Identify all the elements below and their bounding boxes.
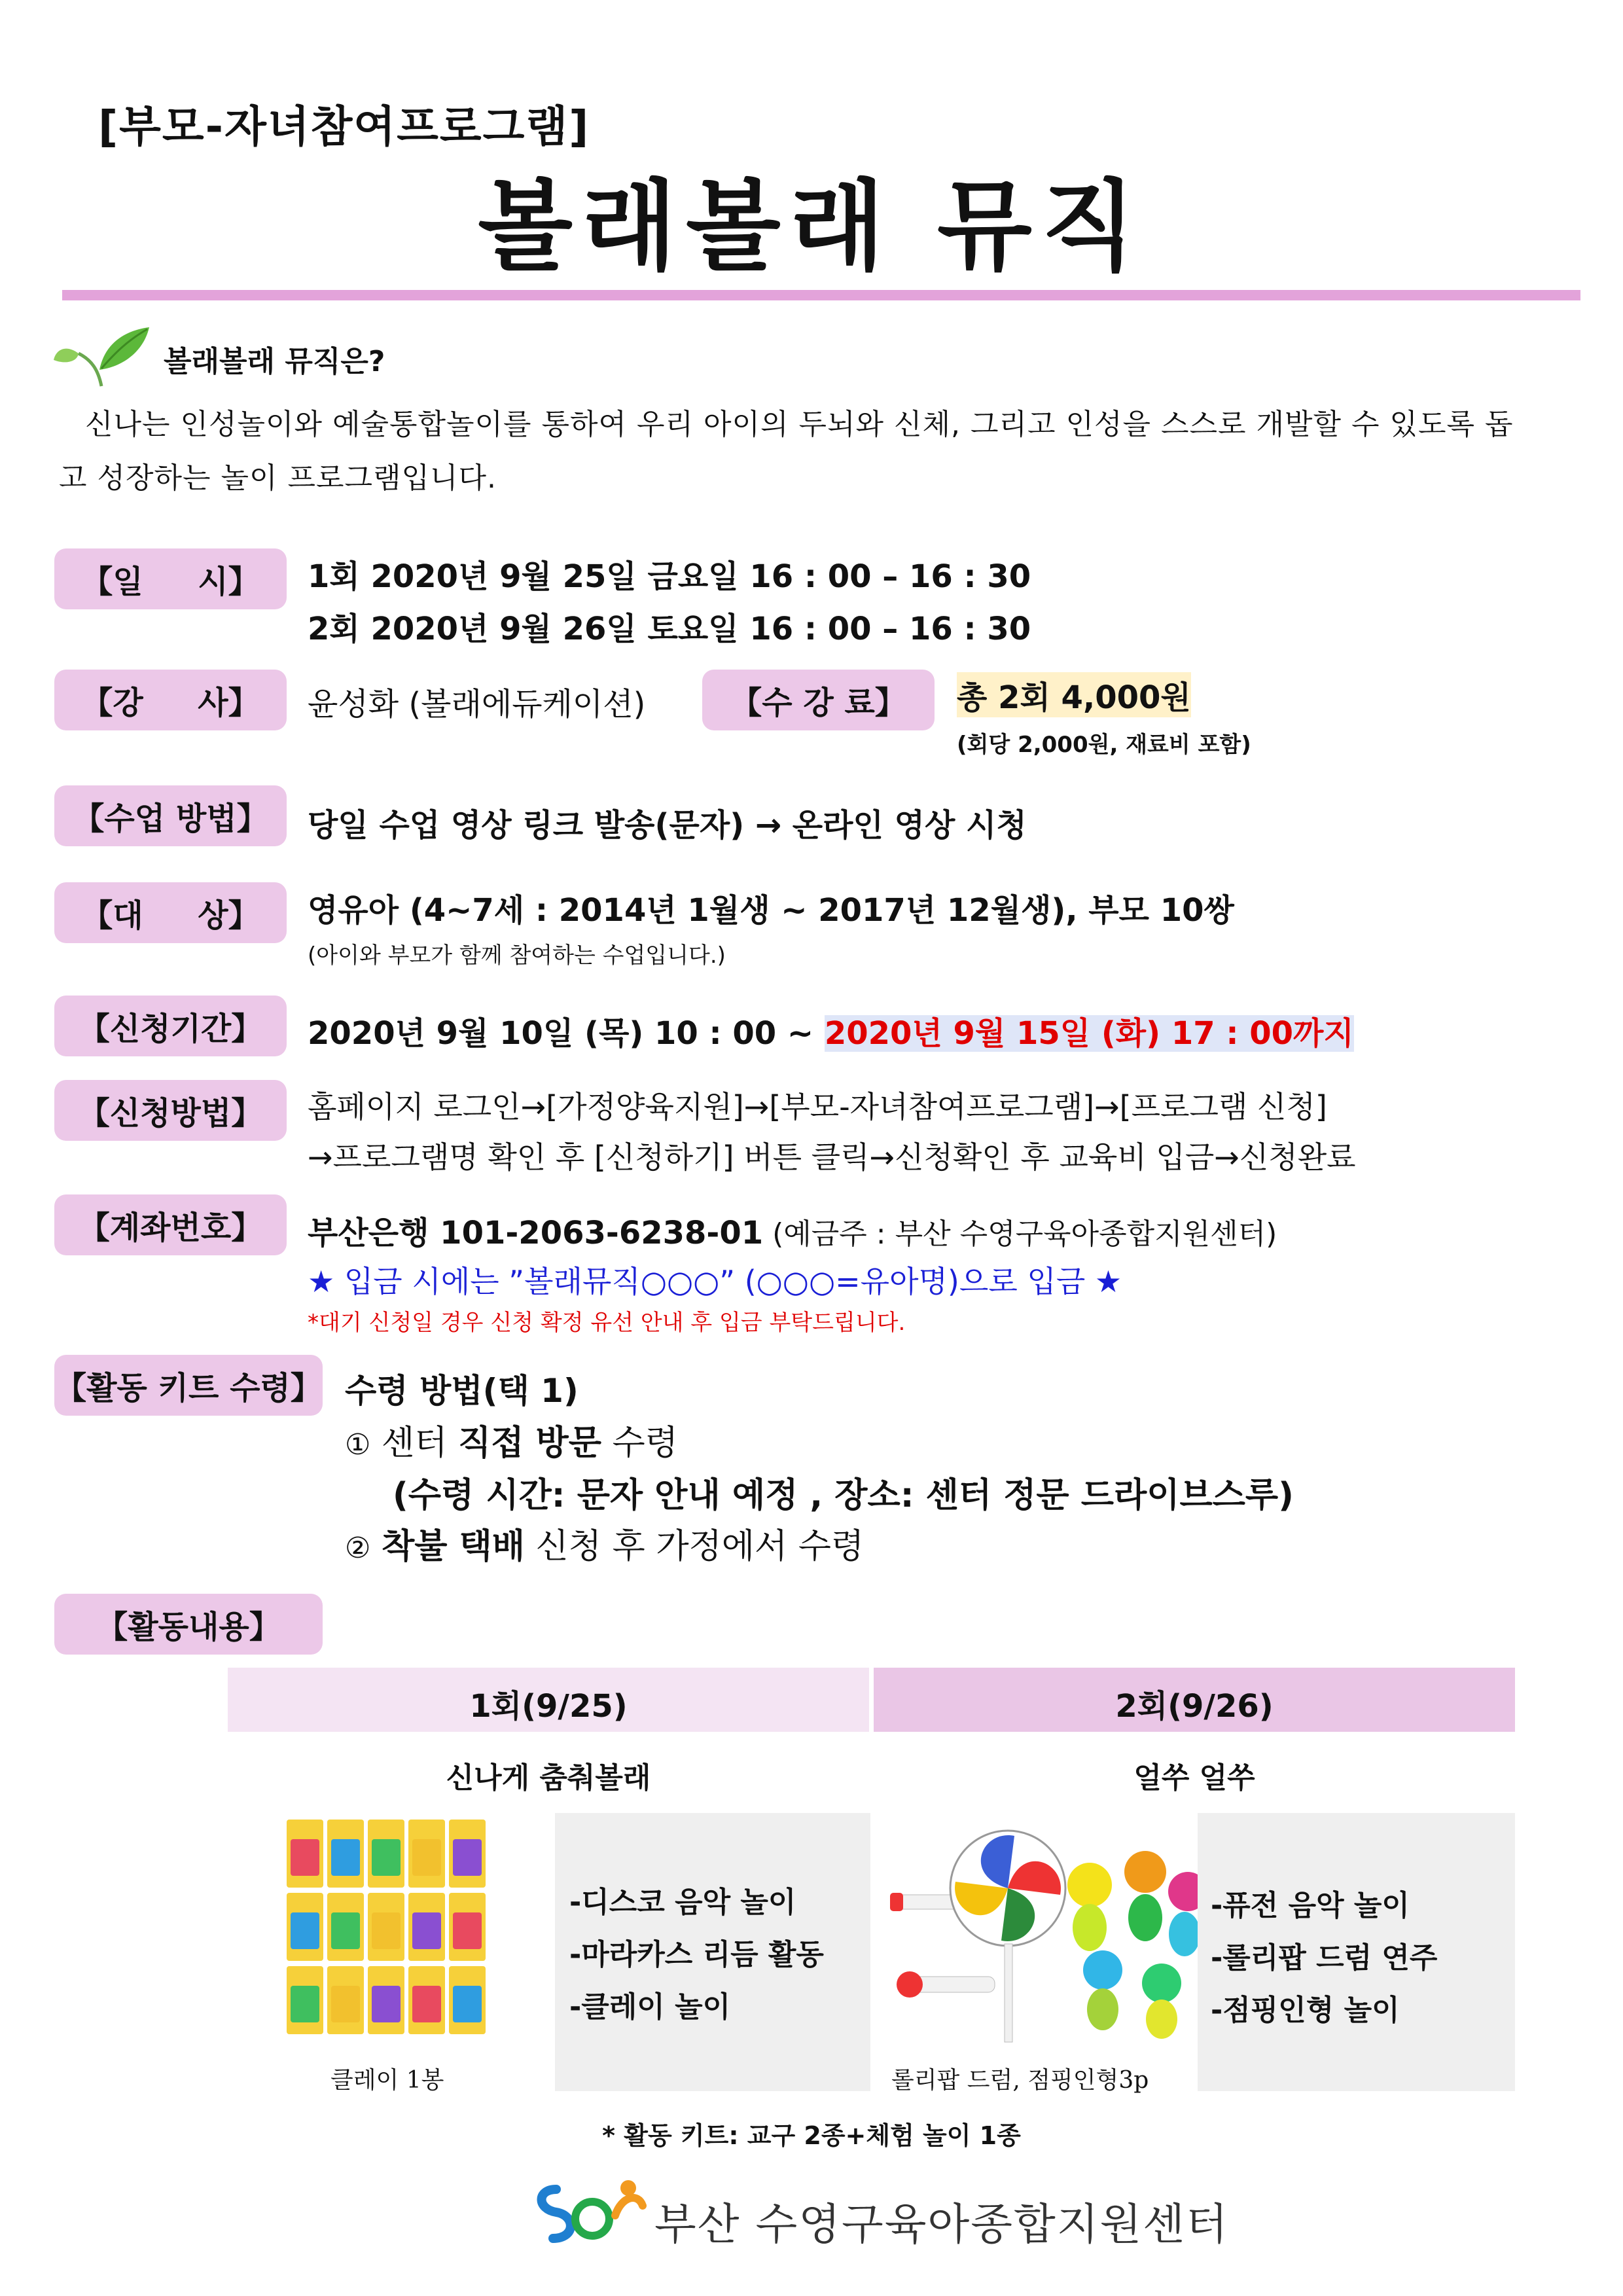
period-label: 【신청기간】 xyxy=(54,996,287,1056)
header-divider xyxy=(62,290,1580,300)
kit-label: 【활동 키트 수령】 xyxy=(54,1355,323,1416)
account-value xyxy=(308,1208,1277,1253)
leaf-icon xyxy=(52,324,151,389)
clay-pack-color xyxy=(453,1839,482,1876)
instructor-label: 【강 사】 xyxy=(54,670,287,730)
lollipop-drum-image xyxy=(887,1820,1207,2055)
kit-option-1-detail: (수령 시간: 문자 안내 예정 , 장소: 센터 정문 드라이브스루) xyxy=(393,1476,1294,1515)
session-1-item-3: -클레이 놀이 xyxy=(569,1990,731,2024)
period-deadline: 2020년 9월 15일 (화) 17 : 00까지 xyxy=(824,1015,1354,1052)
clay-pack-color xyxy=(291,1912,319,1949)
clay-packs-image xyxy=(281,1813,491,2042)
kit-option-1 xyxy=(345,1415,678,1464)
target-note: (아이와 부모가 함께 참여하는 수업입니다.) xyxy=(308,942,726,969)
session-1-item-2: -마라카스 리듬 활동 xyxy=(569,1938,824,1971)
waitlist-note: *대기 신청일 경우 신청 확정 유선 안내 후 입금 부탁드립니다. xyxy=(308,1310,906,1336)
apply-steps-1: 홈페이지 로그인→[가정양육지원]→[부모-자녀참여프로그램]→[프로그램 신청] xyxy=(308,1089,1327,1124)
option-2-text-a: 착불 택배 xyxy=(381,1527,526,1566)
apply-label: 【신청방법】 xyxy=(54,1080,287,1141)
clay-pack-color xyxy=(412,1912,441,1949)
center-name: 부산 수영구육아종합지원센터 xyxy=(654,2199,1229,2250)
account-label: 【계좌번호】 xyxy=(54,1194,287,1255)
session-1-item-1: -디스코 음악 놀이 xyxy=(569,1886,796,1919)
intro-heading: 볼래볼래 뮤직은? xyxy=(164,345,385,378)
session-2-item-2: -롤리팝 드럼 연주 xyxy=(1211,1941,1438,1975)
option-2-number: ② xyxy=(345,1532,371,1565)
account-holder: (예금주 : 부산 수영구육아종합지원센터) xyxy=(763,1217,1277,1251)
clay-pack-color xyxy=(331,1839,360,1876)
session-2-item-1: -퓨전 음악 놀이 xyxy=(1211,1889,1410,1922)
session-2-item-3: -점핑인형 놀이 xyxy=(1211,1994,1400,2027)
schedule-session-1: 1회 2020년 9월 25일 금요일 16 : 00 – 16 : 30 xyxy=(308,558,1031,595)
schedule-session-2: 2회 2020년 9월 26일 토요일 16 : 00 – 16 : 30 xyxy=(308,611,1031,647)
session-2-header: 2회(9/26) xyxy=(1115,1688,1274,1725)
method-value: 당일 수업 영상 링크 발송(문자) → 온라인 영상 시청 xyxy=(308,807,1027,844)
method-label: 【수업 방법】 xyxy=(54,785,287,846)
period-value xyxy=(308,1008,1354,1053)
period-start: 2020년 9월 10일 (목) 10 : 00 ~ xyxy=(308,1015,825,1052)
option-1-text-a: 센터 xyxy=(381,1424,458,1463)
clay-pack-color xyxy=(453,1986,482,2022)
clay-pack-color xyxy=(372,1986,401,2022)
clay-pack-color xyxy=(453,1912,482,1949)
clay-pack-color xyxy=(412,1986,441,2022)
option-1-text-b: 직접 방문 xyxy=(457,1424,602,1463)
target-label: 【대 상】 xyxy=(54,882,287,943)
session-2-title: 얼쑤 얼쑤 xyxy=(1133,1761,1255,1795)
clay-pack-color xyxy=(331,1986,360,2022)
kit-option-2 xyxy=(345,1518,864,1568)
activities-label: 【활동내용】 xyxy=(54,1594,323,1655)
clay-pack-color xyxy=(372,1912,401,1949)
schedule-label: 【일 시】 xyxy=(54,548,287,609)
account-number: 부산은행 101-2063-6238-01 xyxy=(308,1215,764,1251)
instructor-value: 윤성화 (볼래에듀케이션) xyxy=(308,686,646,723)
page-title: 볼래볼래 뮤직 xyxy=(478,170,1145,284)
clay-pack-color xyxy=(291,1839,319,1876)
session-1-caption: 클레이 1봉 xyxy=(330,2067,444,2094)
clay-pack-color xyxy=(412,1839,441,1876)
apply-steps-2: →프로그램명 확인 후 [신청하기] 버튼 클릭→신청확인 후 교육비 입금→신청완료 xyxy=(308,1139,1356,1175)
target-value: 영유아 (4~7세 : 2014년 1월생 ~ 2017년 12월생), 부모 10쌍 xyxy=(308,892,1234,929)
option-1-number: ① xyxy=(345,1428,371,1462)
fee-value: 총 2회 4,000원 xyxy=(957,672,1191,717)
option-1-text-c: 수령 xyxy=(601,1424,679,1463)
deposit-notice: ★ 입금 시에는 ”볼래뮤직○○○” (○○○=유아명)으로 입금 ★ xyxy=(308,1264,1122,1299)
session-1-header: 1회(9/25) xyxy=(469,1688,628,1725)
fee-note: (회당 2,000원, 재료비 포함) xyxy=(957,732,1251,758)
clay-pack-color xyxy=(372,1839,401,1876)
clay-pack-color xyxy=(331,1912,360,1949)
kit-heading: 수령 방법(택 1) xyxy=(345,1372,579,1410)
option-2-text-b: 신청 후 가정에서 수령 xyxy=(525,1527,865,1566)
kit-note: * 활동 키트: 교구 2종+체험 놀이 1종 xyxy=(602,2121,1021,2150)
clay-pack-color xyxy=(291,1986,319,2022)
program-category: [부모-자녀참여프로그램] xyxy=(98,101,590,152)
session-1-title: 신나게 춤춰볼래 xyxy=(446,1761,651,1795)
fee-label: 【수 강 료】 xyxy=(702,670,935,730)
intro-body: 신나는 인성놀이와 예술통합놀이를 통하여 우리 아이의 두뇌와 신체, 그리고 인성을 스스로 개발할 수 있도록 돕고 성장하는 놀이 프로그램입니다. xyxy=(59,408,1514,495)
session-2-caption: 롤리팝 드럼, 점핑인형3p xyxy=(891,2067,1149,2094)
center-logo-icon xyxy=(530,2176,648,2248)
